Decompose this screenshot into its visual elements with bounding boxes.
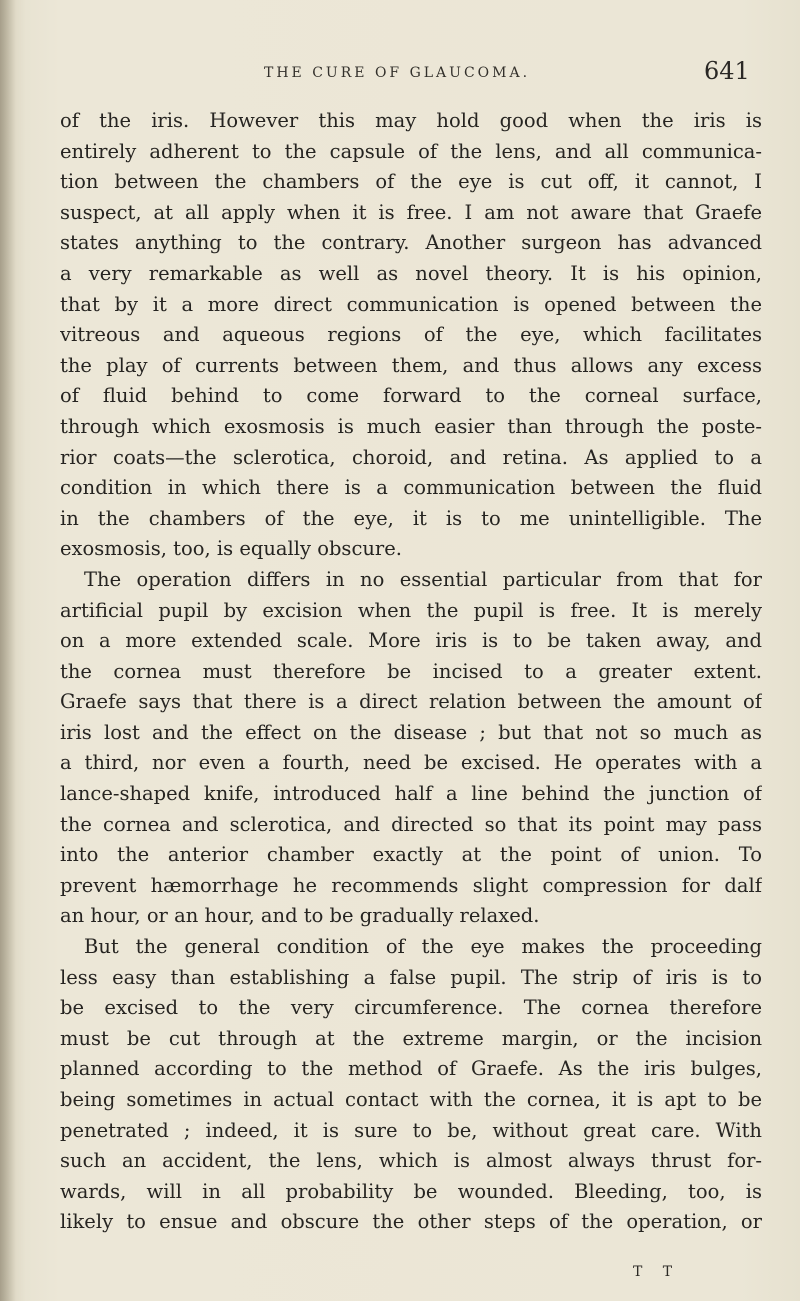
text-line: the cornea must therefore be incised to a greater extent. [60,659,762,683]
text-line: of fluid behind to come forward to the corneal surface, [60,384,762,408]
text-line: But the general condition of the eye makes the proceeding [84,935,762,959]
text-line: penetrated ; indeed, it is sure to be, without great care. With [60,1118,762,1142]
page-number: 641 [704,57,750,85]
text-line: on a more extended scale. More iris is to be taken away, and [60,629,762,653]
text-line: The operation differs in no essential particular from that for [84,567,762,591]
text-line: planned according to the method of Graefe. As the iris bulges, [60,1057,762,1081]
text-line: suspect, at all apply when it is free. I am not aware that Graefe [60,200,762,224]
text-line: such an accident, the lens, which is almost always thrust for- [60,1149,762,1173]
signature-mark: T T [633,1264,681,1280]
text-line: into the anterior chamber exactly at the point of union. To [60,843,762,867]
body-text [60,106,762,1238]
text-line: a very remarkable as well as novel theory. It is his opinion, [60,261,762,285]
text-line: entirely adherent to the capsule of the lens, and all communica- [60,139,762,163]
text-line: Graefe says that there is a direct relation between the amount of [60,690,762,714]
text-line: the cornea and sclerotica, and directed so that its point may pass [60,812,762,836]
text-line: through which exosmosis is much easier than through the poste- [60,414,762,438]
text-line: less easy than establishing a false pupil. The strip of iris is to [60,965,762,989]
text-line: condition in which there is a communication between the fluid [60,476,762,500]
running-head [0,57,800,87]
text-line: of the iris. However this may hold good when the iris is [60,109,762,132]
text-line: a third, nor even a fourth, need be excised. He operates with a [60,751,762,775]
text-line: artificial pupil by excision when the pupil is free. It is merely [60,598,762,622]
text-line: being sometimes in actual contact with the cornea, it is apt to be [60,1088,762,1111]
text-line: be excised to the very circumference. The cornea therefore [60,996,762,1020]
text-line: that by it a more direct communication is opened between the [60,292,762,316]
text-line: likely to ensue and obscure the other steps of the operation, or [60,1210,762,1234]
text-line: exosmosis, too, is equally obscure. [60,537,402,561]
text-line: rior coats—the sclerotica, choroid, and retina. As applied to a [60,445,762,469]
text-line: lance-shaped knife, introduced half a line behind the junction of [60,782,762,806]
binding-shadow [0,0,16,1301]
text-line: iris lost and the effect on the disease ; but that not so much as [60,720,762,744]
text-line: vitreous and aqueous regions of the eye, which facilitates [60,323,762,347]
text-line: wards, will in all probability be wounded. Bleeding, too, is [60,1179,762,1203]
text-line: the play of currents between them, and thus allows any excess [60,353,762,377]
text-line: tion between the chambers of the eye is cut off, it cannot, I [60,170,762,194]
text-line: an hour, or an hour, and to be gradually relaxed. [60,904,540,928]
text-line: in the chambers of the eye, it is to me unintelligible. The [60,506,762,530]
text-line: must be cut through at the extreme margin, or the incision [60,1026,762,1050]
running-title: THE CURE OF GLAUCOMA. [264,65,531,81]
text-line: prevent hæmorrhage he recommends slight compression for dalf [60,873,762,897]
text-line: states anything to the contrary. Another surgeon has advanced [60,231,762,255]
